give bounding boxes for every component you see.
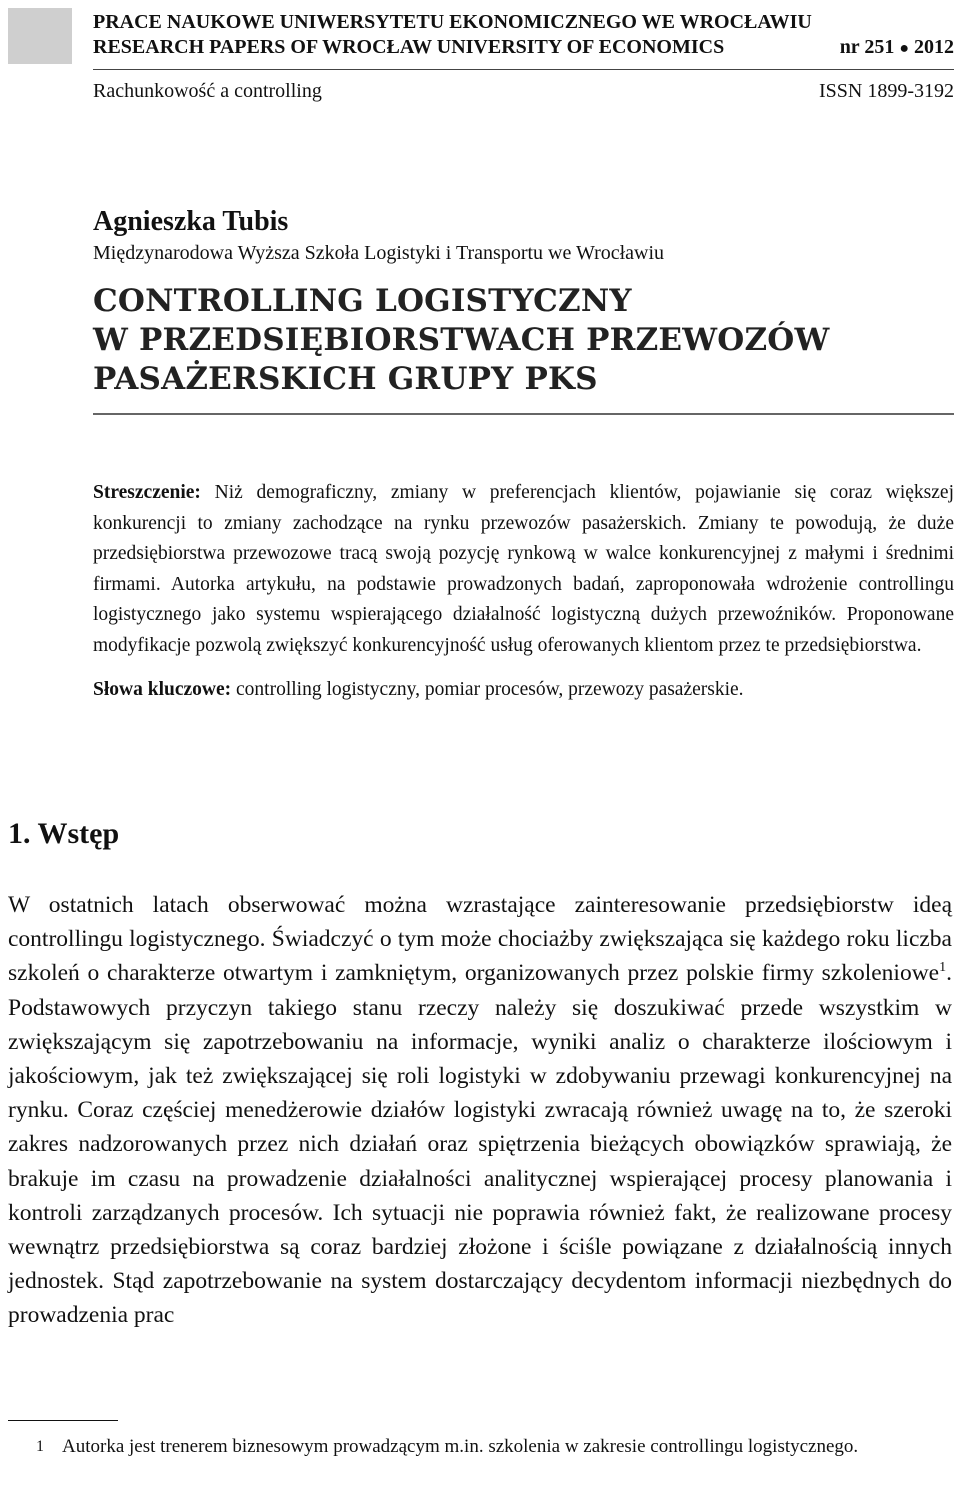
footnote-rule (8, 1420, 118, 1421)
article-title (93, 282, 954, 399)
keywords-paragraph (93, 675, 954, 706)
section-body (8, 888, 952, 1333)
author-name: Agnieszka Tubis (93, 206, 289, 237)
issn: ISSN 1899-3192 (818, 80, 954, 102)
bullet-icon: ● (899, 40, 909, 57)
title-line: CONTROLLING LOGISTYCZNY (93, 283, 632, 319)
title-line: W PRZEDSIĘBIORSTWACH PRZEWOZÓW (93, 322, 830, 358)
issue-year: 2012 (914, 36, 954, 58)
body-text-part2: . Podstawowych przyczyn takiego stanu rzeczy należy się doszukiwać przede wszystkim w zwiększającym się zapotrzebowaniu na informacje, wyniki analiz o charakterze ilościowym i jakościowym, jak też zwiększającej się roli logistyki w zdobywaniu przewagi konkurencyjnej na rynku. Coraz częściej menedżerowie działów logistyki zwracają również uwagę na to, że szeroki zakres nadzorowanych przez nich działań oraz spiętrzenia bieżących obowiązków sprawiają, że brakuje im czasu na prowadzenie działalności analitycznej wspierającej procesy planowania i kontroli zarządzanych procesów. Ich sytuacji nie poprawia również fakt, że realizowane procesy wewnątrz przedsiębiorstwa są coraz bardziej złożone i ściśle powiązane z działalnością innych jednostek. Stąd zapotrzebowanie na system dostarczający decydentom informacji niezbędnych do prowadzenia prac (8, 960, 952, 1329)
series-name: Rachunkowość a controlling (93, 80, 322, 102)
abstract-label: Streszczenie: (93, 482, 201, 503)
abstract-paragraph (93, 478, 954, 661)
footnote-number: 1 (36, 1438, 44, 1455)
body-text-part1: W ostatnich latach obserwować można wzrastające zainteresowanie przedsiębiorstw ideą controllingu logistycznego. Świadczyć o tym może chociażby zwiększająca się każdego roku liczba szkoleń o charakterze otwartym i zamkniętym, organizowanych przez polskie firmy szkoleniowe (8, 892, 952, 987)
title-line: PASAŻERSKICH GRUPY PKS (93, 361, 598, 397)
author-affiliation: Międzynarodowa Wyższa Szkoła Logistyki i Transportu we Wrocławiu (93, 242, 665, 264)
journal-name-pl: PRACE NAUKOWE UNIWERSYTETU EKONOMICZNEGO WE WROCŁAWIU (93, 11, 812, 33)
journal-name-en: RESEARCH PAPERS OF WROCŁAW UNIVERSITY OF ECONOMICS (93, 36, 725, 58)
issue-info (840, 35, 954, 61)
abstract (93, 478, 954, 706)
footnote-reference[interactable]: 1 (939, 960, 947, 976)
keywords-label: Słowa kluczowe: (93, 679, 232, 700)
issue-number: nr 251 (839, 36, 895, 58)
footnote-text: Autorka jest trenerem biznesowym prowadzącym m.in. szkolenia w zakresie controllingu logistycznego. (62, 1436, 859, 1457)
keywords-text: controlling logistyczny, pomiar procesów, przewozy pasażerskie. (236, 679, 744, 700)
footnote (8, 1432, 952, 1461)
header-rule (93, 69, 954, 70)
article-heading (93, 206, 954, 415)
section-heading: 1. Wstęp (8, 817, 120, 850)
title-rule (93, 413, 954, 415)
abstract-text: Niż demograficzny, zmiany w preferencjach klientów, pojawianie się coraz większej konkurencji to zmiany zachodzące na rynku przewozów pasażerskich. Zmiany te powodują, że duże przedsiębiorstwa przewozowe tracą swoją pozycję rynkową w walce konkurencyjnej z małymi i średnimi firmami. Autorka artykułu, na podstawie prowadzonych badań, zaproponowała wdrożenie controllingu logistycznego jako systemu wspierającego działalność logistyczną dużych przewoźników. Proponowane modyfikacje pozwolą zwiększyć konkurencyjność usług oferowanych klientom przez te przedsiębiorstwa. (93, 482, 954, 656)
header-gray-block (8, 8, 72, 64)
journal-header (93, 10, 954, 103)
